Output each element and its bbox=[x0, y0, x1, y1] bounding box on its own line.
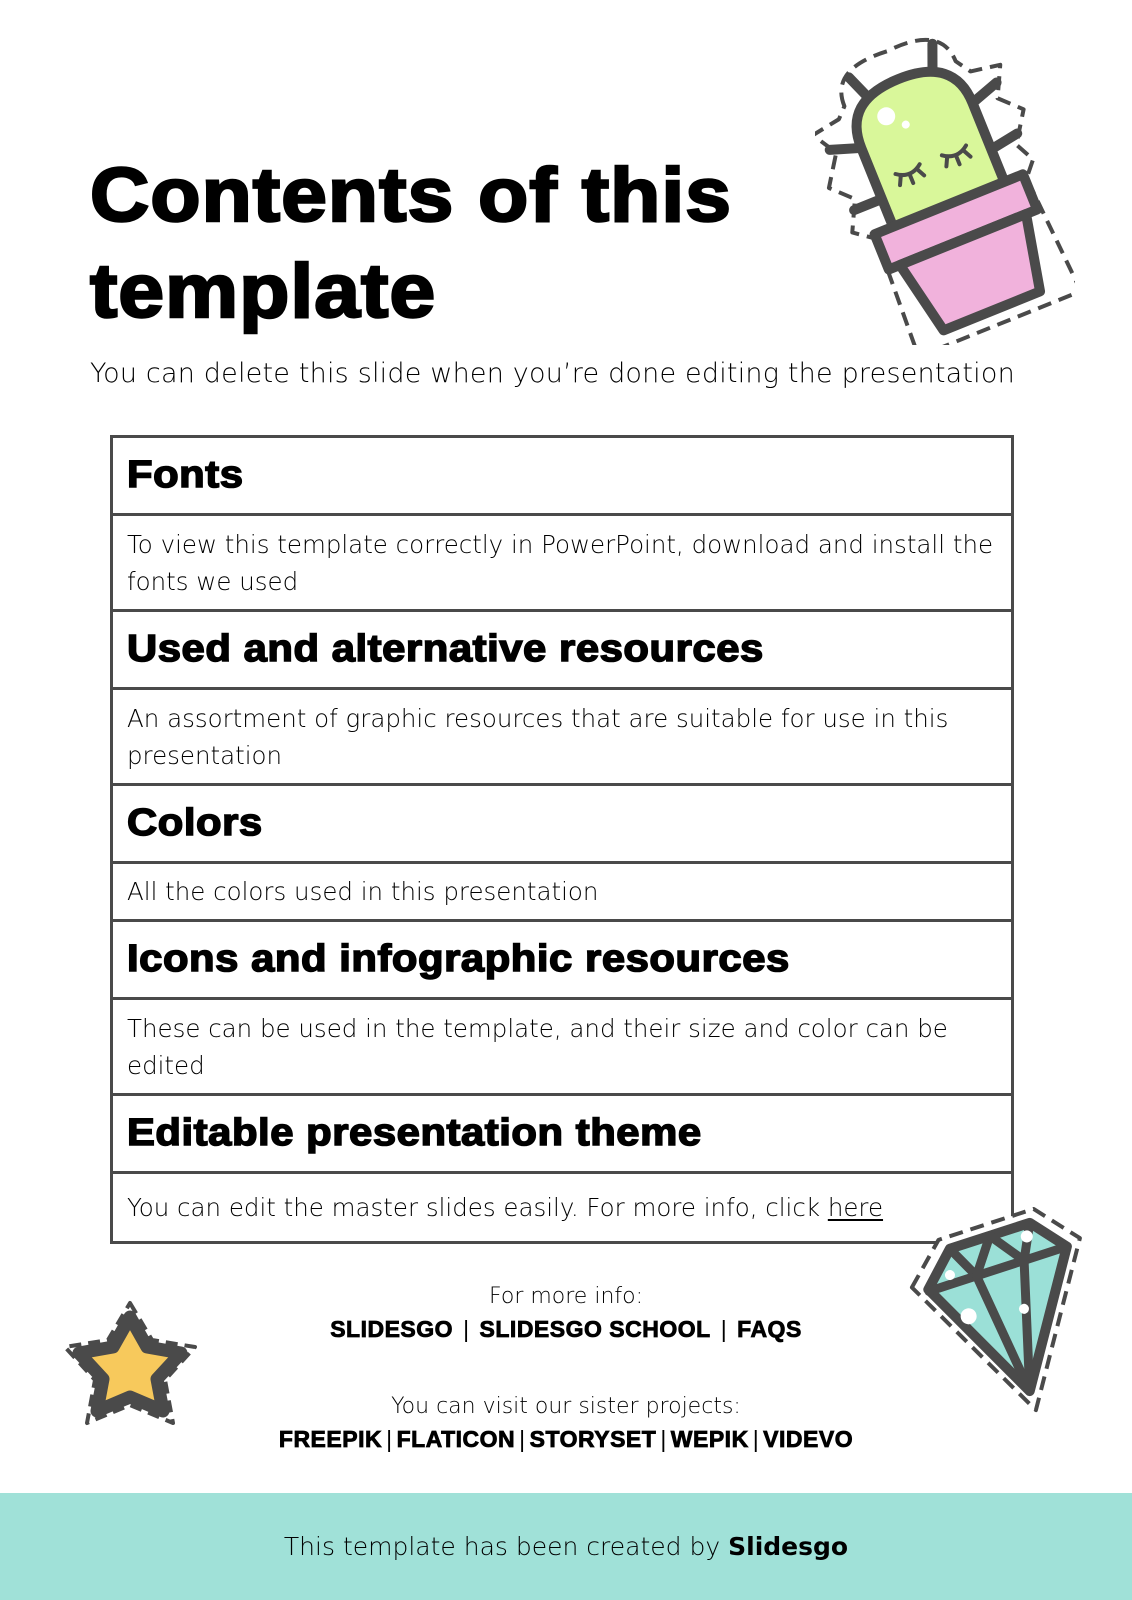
cactus-sticker-icon bbox=[815, 35, 1075, 345]
sister-projects-links bbox=[0, 1422, 1132, 1456]
section-description-text: These can be used in the template, and their size and color can be edited bbox=[127, 1013, 948, 1080]
wepik-link[interactable]: WEPIK bbox=[670, 1426, 749, 1452]
more-info-links bbox=[0, 1312, 1132, 1346]
section-heading-colors bbox=[113, 786, 1011, 864]
section-heading-text: Used and alternative resources bbox=[127, 628, 764, 670]
section-heading-resources bbox=[113, 612, 1011, 690]
link-separator: | bbox=[660, 1426, 667, 1452]
section-description-text: An assortment of graphic resources that are suitable for use in this presentation bbox=[127, 703, 949, 770]
section-description-text: To view this template correctly in PowerPoint, download and install the fonts we used bbox=[127, 529, 994, 596]
section-description-icons bbox=[113, 1000, 1011, 1096]
freepik-link[interactable]: FREEPIK bbox=[278, 1426, 383, 1452]
videvo-link[interactable]: VIDEVO bbox=[763, 1426, 854, 1452]
here-link[interactable]: here bbox=[827, 1193, 884, 1222]
section-description-resources bbox=[113, 690, 1011, 786]
section-heading-fonts bbox=[113, 438, 1011, 516]
sister-projects-section bbox=[0, 1392, 1132, 1456]
sister-projects-label: You can visit our sister projects: bbox=[391, 1394, 741, 1419]
section-description-fonts bbox=[113, 516, 1011, 612]
more-info-label: For more info: bbox=[488, 1284, 644, 1309]
page-title bbox=[90, 148, 868, 340]
slidesgo-school-link[interactable]: SLIDESGO SCHOOL bbox=[479, 1316, 711, 1342]
storyset-link[interactable]: STORYSET bbox=[529, 1426, 657, 1452]
section-heading-text: Colors bbox=[127, 802, 263, 844]
section-description-colors bbox=[113, 864, 1011, 922]
footer-brand: Slidesgo bbox=[728, 1532, 849, 1561]
footer-text: This template has been created by bbox=[283, 1532, 721, 1561]
section-description-prefix: You can edit the master slides easily. For more info, click bbox=[127, 1193, 828, 1222]
section-heading-text: Editable presentation theme bbox=[127, 1112, 702, 1154]
link-separator: | bbox=[386, 1426, 393, 1452]
flaticon-link[interactable]: FLATICON bbox=[396, 1426, 516, 1452]
link-separator: | bbox=[720, 1316, 728, 1342]
link-separator: | bbox=[463, 1316, 470, 1342]
page-title-line-1: Contents of this bbox=[90, 153, 732, 238]
page-subtitle: You can delete this slide when you’re done editing the presentation bbox=[90, 358, 1015, 389]
section-heading-text: Icons and infographic resources bbox=[127, 938, 790, 980]
section-description-theme bbox=[113, 1174, 1011, 1244]
section-description-text: All the colors used in this presentation bbox=[127, 877, 599, 906]
footer-banner bbox=[0, 1493, 1132, 1600]
contents-table bbox=[110, 435, 1014, 1244]
section-heading-icons bbox=[113, 922, 1011, 1000]
link-separator: | bbox=[752, 1426, 760, 1452]
slidesgo-link[interactable]: SLIDESGO bbox=[330, 1316, 454, 1342]
more-info-section bbox=[0, 1282, 1132, 1346]
page-title-line-2: template bbox=[90, 249, 437, 334]
section-heading-text: Fonts bbox=[127, 454, 244, 496]
faqs-link[interactable]: FAQS bbox=[737, 1316, 802, 1342]
link-separator: | bbox=[519, 1426, 526, 1452]
section-description-text bbox=[127, 1189, 883, 1226]
section-heading-theme bbox=[113, 1096, 1011, 1174]
